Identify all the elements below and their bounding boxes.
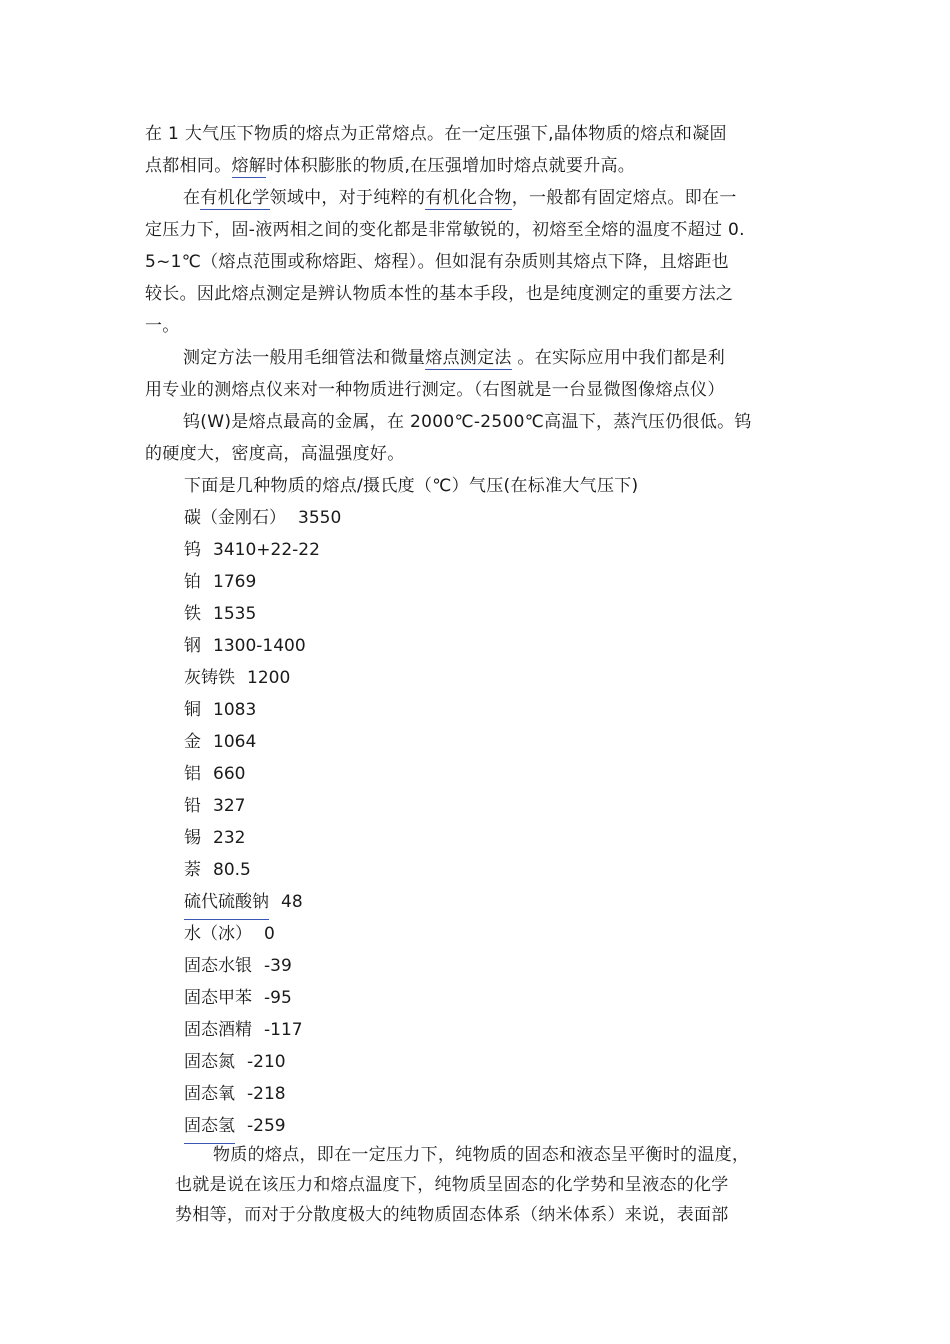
list-item [184, 598, 256, 630]
list-item [184, 822, 245, 854]
text-segment: 点都相同。 [145, 156, 232, 176]
list-item [184, 694, 256, 726]
link-sodium-thiosulfate[interactable]: 硫代硫酸钠 [184, 886, 269, 920]
paragraph-organic-chemistry [145, 182, 805, 342]
text-line [145, 342, 805, 374]
text-line: 势相等，而对于分散度极大的纯物质固态体系（纳米体系）来说，表面部 [175, 1205, 729, 1225]
list-item [184, 1078, 286, 1110]
melting-point-value: 1200 [247, 668, 291, 688]
substance-name: 固态水银 [184, 956, 252, 976]
melting-point-value: 232 [213, 828, 246, 848]
list-item [184, 982, 292, 1014]
substance-name: 铂 [184, 572, 201, 592]
text-segment: 领域中，对于纯粹的 [269, 188, 426, 208]
link-solid-hydrogen[interactable]: 固态氢 [184, 1110, 235, 1144]
text-segment: 在 [183, 188, 201, 208]
list-item [184, 662, 290, 694]
paragraph-melting-definition [175, 1140, 805, 1230]
text-line: 一。 [145, 316, 180, 336]
text-line [145, 150, 805, 182]
substance-name: 锡 [184, 828, 201, 848]
substance-name: 铁 [184, 604, 201, 624]
substance-name: 钨 [184, 540, 201, 560]
melting-point-value: 1300-1400 [213, 636, 306, 656]
substance-name: 金 [184, 732, 201, 752]
melting-point-value: -39 [264, 956, 292, 976]
list-item [184, 886, 303, 918]
list-item [184, 790, 245, 822]
substance-name: 固态酒精 [184, 1020, 252, 1040]
text-line: 用专业的测熔点仪来对一种物质进行测定。（右图就是一台显微图像熔点仪） [145, 380, 725, 400]
list-item [184, 726, 256, 758]
melting-point-value: -259 [247, 1116, 286, 1136]
melting-point-value: 80.5 [213, 860, 251, 880]
substance-name: 灰铸铁 [184, 668, 235, 688]
text-line: 在 1 大气压下物质的熔点为正常熔点。在一定压强下,晶体物质的熔点和凝固 [145, 124, 727, 144]
list-item [184, 918, 275, 950]
melting-point-value: 0 [264, 924, 275, 944]
link-melting-point-method[interactable]: 熔点测定法 [425, 348, 512, 368]
substance-name: 铅 [184, 796, 201, 816]
text-line: 较长。因此熔点测定是辨认物质本性的基本手段，也是纯度测定的重要方法之 [145, 284, 734, 304]
link-organic-chemistry[interactable]: 有机化学 [200, 188, 270, 208]
list-item [184, 1014, 303, 1046]
melting-point-value: 1769 [213, 572, 257, 592]
paragraph-measurement-method [145, 342, 805, 406]
text-line: 定压力下，固-液两相之间的变化都是非常敏锐的，初熔至全熔的温度不超过 0. [145, 220, 745, 240]
melting-point-value: -218 [247, 1084, 286, 1104]
text-line: 5~1℃（熔点范围或称熔距、熔程）。但如混有杂质则其熔点下降，且熔距也 [145, 252, 729, 272]
melting-point-value: 1535 [213, 604, 257, 624]
melting-point-value: -95 [264, 988, 292, 1008]
substance-name: 碳（金刚石） [184, 508, 286, 528]
melting-point-value: -210 [247, 1052, 286, 1072]
melting-point-value: 660 [213, 764, 246, 784]
list-item [184, 854, 251, 886]
melting-point-value: 48 [281, 892, 303, 912]
paragraph-tungsten [145, 406, 805, 470]
text-segment: ，一般都有固定熔点。即在一 [511, 188, 737, 208]
substance-name: 水（冰） [184, 924, 252, 944]
substance-name: 固态甲苯 [184, 988, 252, 1008]
substance-name: 固态氧 [184, 1084, 235, 1104]
text-line: 钨(W)是熔点最高的金属，在 2000℃-2500℃高温下，蒸汽压仍很低。钨 [183, 412, 752, 432]
list-item [184, 1110, 286, 1142]
melting-point-value: 327 [213, 796, 246, 816]
melting-point-value: 3410+22-22 [213, 540, 320, 560]
melting-point-value: -117 [264, 1020, 303, 1040]
list-title: 下面是几种物质的熔点/摄氏度（℃）气压(在标准大气压下) [184, 476, 639, 496]
text-segment: 测定方法一般用毛细管法和微量 [183, 348, 426, 368]
substance-name: 固态氮 [184, 1052, 235, 1072]
link-melting[interactable]: 熔解 [231, 156, 267, 176]
link-organic-compound[interactable]: 有机化合物 [425, 188, 512, 208]
text-line: 物质的熔点，即在一定压力下，纯物质的固态和液态呈平衡时的温度， [213, 1145, 750, 1165]
list-item [184, 950, 292, 982]
substance-name: 铜 [184, 700, 201, 720]
melting-point-value: 1083 [213, 700, 257, 720]
melting-point-value: 1064 [213, 732, 257, 752]
paragraph-normal-melting-point [145, 118, 805, 182]
list-item [184, 566, 256, 598]
list-item [184, 758, 245, 790]
text-line: 的硬度大，密度高，高温强度好。 [145, 444, 405, 464]
list-item [184, 534, 320, 566]
substance-name: 铝 [184, 764, 201, 784]
text-segment: 。在实际应用中我们都是利 [511, 348, 726, 368]
text-line: 也就是说在该压力和熔点温度下，纯物质呈固态的化学势和呈液态的化学 [175, 1175, 729, 1195]
list-item [184, 630, 306, 662]
substance-name: 萘 [184, 860, 201, 880]
melting-point-value: 3550 [298, 508, 342, 528]
text-line [145, 182, 805, 214]
text-segment: 时体积膨胀的物质,在压强增加时熔点就要升高。 [266, 156, 636, 176]
substance-name: 钢 [184, 636, 201, 656]
list-item [184, 502, 341, 534]
list-item [184, 1046, 286, 1078]
